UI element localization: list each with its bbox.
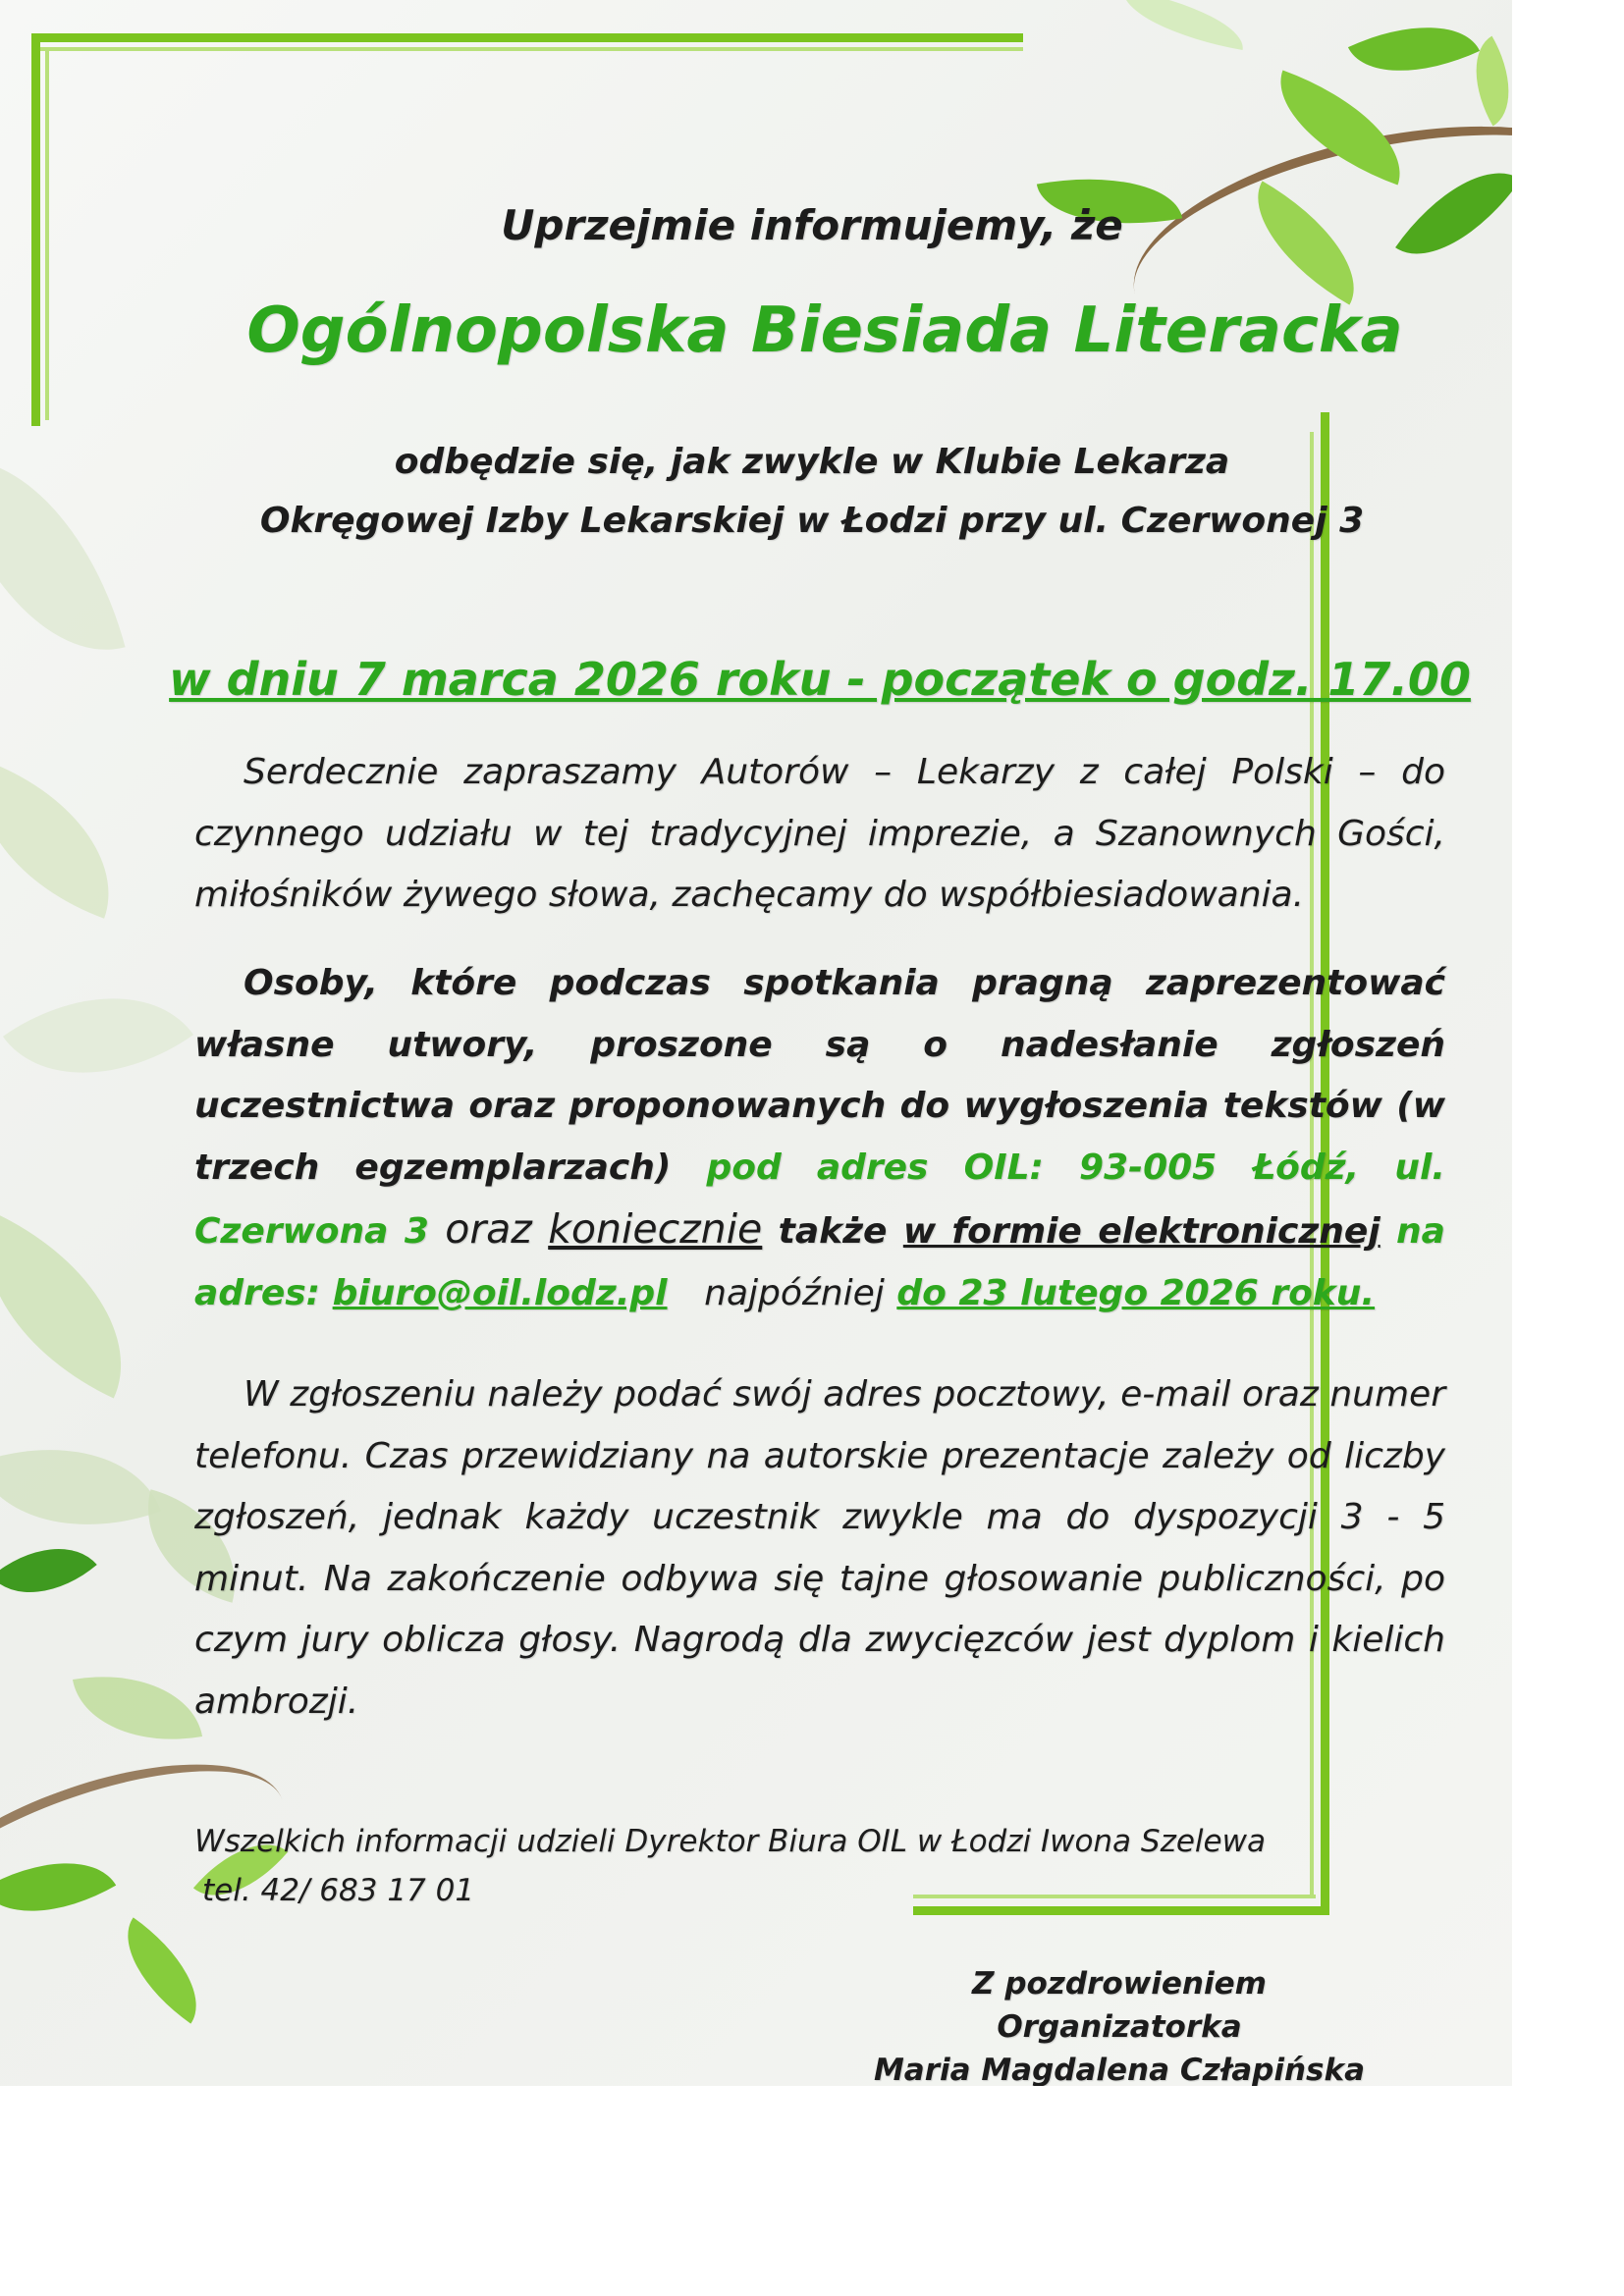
- frame-bottom-line-thin: [913, 1895, 1316, 1898]
- event-title: Ogólnopolska Biesiada Literacka: [246, 294, 1403, 367]
- leaf-icon: [1117, 0, 1250, 50]
- signature-role: Organizatorka: [997, 2009, 1242, 2045]
- frame-top-line-thin: [31, 47, 1023, 51]
- oraz-text: oraz: [445, 1205, 532, 1253]
- leaf-icon: [73, 1659, 202, 1757]
- paragraph-details: [194, 1364, 1445, 1733]
- leaf-icon: [0, 760, 141, 919]
- intro-line: Uprzejmie informujemy, że: [501, 201, 1123, 249]
- paragraph-submission: [194, 953, 1445, 1324]
- email-link[interactable]: biuro@oil.lodz.pl: [332, 1272, 668, 1313]
- invitation-text: Serdecznie zapraszamy Autorów – Lekarzy z całej Polski – do czynnego udziału w tej tradycyjnej imprezie, a Szanownych Gości, miłośników żywego słowa, zachęcamy do współbiesiadowania.: [194, 752, 1445, 915]
- phone-line: tel. 42/ 683 17 01: [202, 1873, 475, 1908]
- submission-text: Osoby, które podczas spotkania pragną zaprezentować własne utwory, proszone są o nadesłanie zgłoszeń uczestnictwa oraz proponowanych do wygłoszenia tekstów (w trzech egzemplarzach): [194, 963, 1445, 1188]
- frame-bottom-line: [913, 1906, 1329, 1915]
- electronic-form-text: w formie elektronicznej: [902, 1211, 1380, 1252]
- deadline-text: do 23 lutego 2026 roku.: [896, 1272, 1376, 1313]
- leaf-icon: [3, 946, 193, 1125]
- date-line: w dniu 7 marca 2026 roku - początek o godz. 17.00: [169, 653, 1471, 706]
- leaf-icon: [0, 1520, 97, 1622]
- contact-line: Wszelkich informacji udzieli Dyrektor Biura OIL w Łodzi Iwona Szelewa: [194, 1824, 1266, 1859]
- signature-greeting: Z pozdrowieniem: [972, 1966, 1267, 2002]
- takze-text: także: [778, 1211, 888, 1252]
- na-adres-text: na adres:: [194, 1211, 1445, 1313]
- venue-line-2: Okręgowej Izby Lekarskiej w Łodzi przy ul. Czerwonej 3: [259, 501, 1365, 541]
- leaf-icon: [0, 1410, 161, 1565]
- venue-line-1: odbędzie się, jak zwykle w Klubie Lekarza: [394, 442, 1230, 482]
- leaf-icon: [1348, 0, 1480, 101]
- frame-top-line: [31, 33, 1023, 42]
- leaf-icon: [0, 1212, 163, 1398]
- koniecznie-text: koniecznie: [548, 1205, 763, 1253]
- signature-name: Maria Magdalena Człapińska: [873, 2053, 1366, 2086]
- details-text: W zgłoszeniu należy podać swój adres pocztowy, e-mail oraz numer telefonu. Czas przewidziany na autorskie prezentacje zależy od liczby zgłoszeń, jednak każdy uczestnik zwykle ma do dyspozycji 3 - 5 minut. Na zakończenie odbywa się tajne głosowanie publiczności, po czym jury oblicza głosy. Nagrodą dla zwycięzców jest dyplom i kielich ambrozji.: [194, 1374, 1445, 1722]
- postal-address: pod adres OIL: 93-005 Łódź, ul. Czerwona 3: [194, 1147, 1445, 1252]
- paragraph-invitation: [194, 742, 1445, 927]
- najpozniej-text: najpóźniej: [704, 1272, 885, 1313]
